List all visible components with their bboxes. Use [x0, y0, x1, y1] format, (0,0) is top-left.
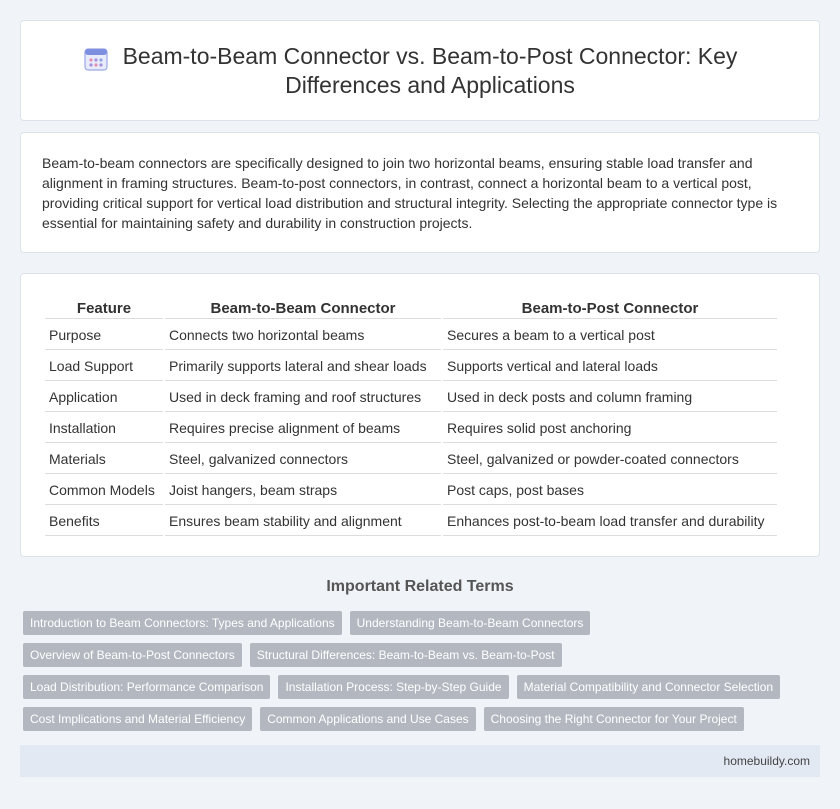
- header-card: [20, 20, 820, 121]
- related-term-link[interactable]: Structural Differences: Beam-to-Beam vs. Beam-to-Post: [250, 643, 562, 667]
- table-row: [45, 352, 777, 381]
- table-cell: Enhances post-to-beam load transfer and durability: [443, 507, 777, 536]
- table-cell: Primarily supports lateral and shear loads: [165, 352, 441, 381]
- footer: [20, 745, 820, 777]
- intro-card: [20, 132, 820, 253]
- header-beam-to-beam: Beam-to-Beam Connector: [165, 298, 441, 319]
- related-term-link[interactable]: Understanding Beam-to-Beam Connectors: [350, 611, 591, 635]
- table-row: [45, 414, 777, 443]
- table-row: [45, 476, 777, 505]
- table-cell: Materials: [45, 445, 163, 474]
- header-feature: Feature: [45, 298, 163, 319]
- related-terms-title: Important Related Terms: [326, 578, 514, 595]
- related-term-link[interactable]: Introduction to Beam Connectors: Types and Applications: [23, 611, 342, 635]
- table-cell: Requires solid post anchoring: [443, 414, 777, 443]
- related-term-link[interactable]: Cost Implications and Material Efficiency: [23, 707, 252, 731]
- table-cell: Benefits: [45, 507, 163, 536]
- table-cell: Used in deck posts and column framing: [443, 383, 777, 412]
- table-cell: Load Support: [45, 352, 163, 381]
- table-cell: Connects two horizontal beams: [165, 321, 441, 350]
- comparison-card: [20, 273, 820, 557]
- comparison-table: [43, 296, 779, 538]
- table-cell: Joist hangers, beam straps: [165, 476, 441, 505]
- table-header-row: [45, 298, 777, 319]
- table-row: [45, 321, 777, 350]
- table-cell: Purpose: [45, 321, 163, 350]
- related-term-link[interactable]: Common Applications and Use Cases: [260, 707, 475, 731]
- table-cell: Ensures beam stability and alignment: [165, 507, 441, 536]
- table-cell: Steel, galvanized or powder-coated connectors: [443, 445, 777, 474]
- header-beam-to-post: Beam-to-Post Connector: [443, 298, 777, 319]
- related-term-link[interactable]: Installation Process: Step-by-Step Guide: [278, 675, 508, 699]
- table-row: [45, 507, 777, 536]
- table-cell: Installation: [45, 414, 163, 443]
- table-cell: Application: [45, 383, 163, 412]
- footer-site[interactable]: homebuildy.com: [723, 754, 810, 768]
- table-cell: Supports vertical and lateral loads: [443, 352, 777, 381]
- page-title: Beam-to-Beam Connector vs. Beam-to-Post Connector: Key Differences and Applications: [122, 42, 738, 98]
- table-cell: Used in deck framing and roof structures: [165, 383, 441, 412]
- table-row: [45, 445, 777, 474]
- table-cell: Steel, galvanized connectors: [165, 445, 441, 474]
- table-cell: Secures a beam to a vertical post: [443, 321, 777, 350]
- related-term-link[interactable]: Material Compatibility and Connector Selection: [517, 675, 780, 699]
- table-cell: Post caps, post bases: [443, 476, 777, 505]
- related-term-link[interactable]: Overview of Beam-to-Post Connectors: [23, 643, 242, 667]
- table-cell: Requires precise alignment of beams: [165, 414, 441, 443]
- table-cell: Common Models: [45, 476, 163, 505]
- table-row: [45, 383, 777, 412]
- related-terms-list: [23, 611, 823, 739]
- intro-text: Beam-to-beam connectors are specifically designed to join two horizontal beams, ensuring stable load transfer and alignment in framing structures. Beam-to-post connectors, in contrast, connect a horizontal beam to a vertical post, providing critical support for vertical load distribution and structural integrity. Selecting the appropriate connector type is essential for maintaining safety and durability in construction projects.: [42, 155, 778, 231]
- related-term-link[interactable]: Load Distribution: Performance Comparison: [23, 675, 270, 699]
- related-term-link[interactable]: Choosing the Right Connector for Your Project: [484, 707, 744, 731]
